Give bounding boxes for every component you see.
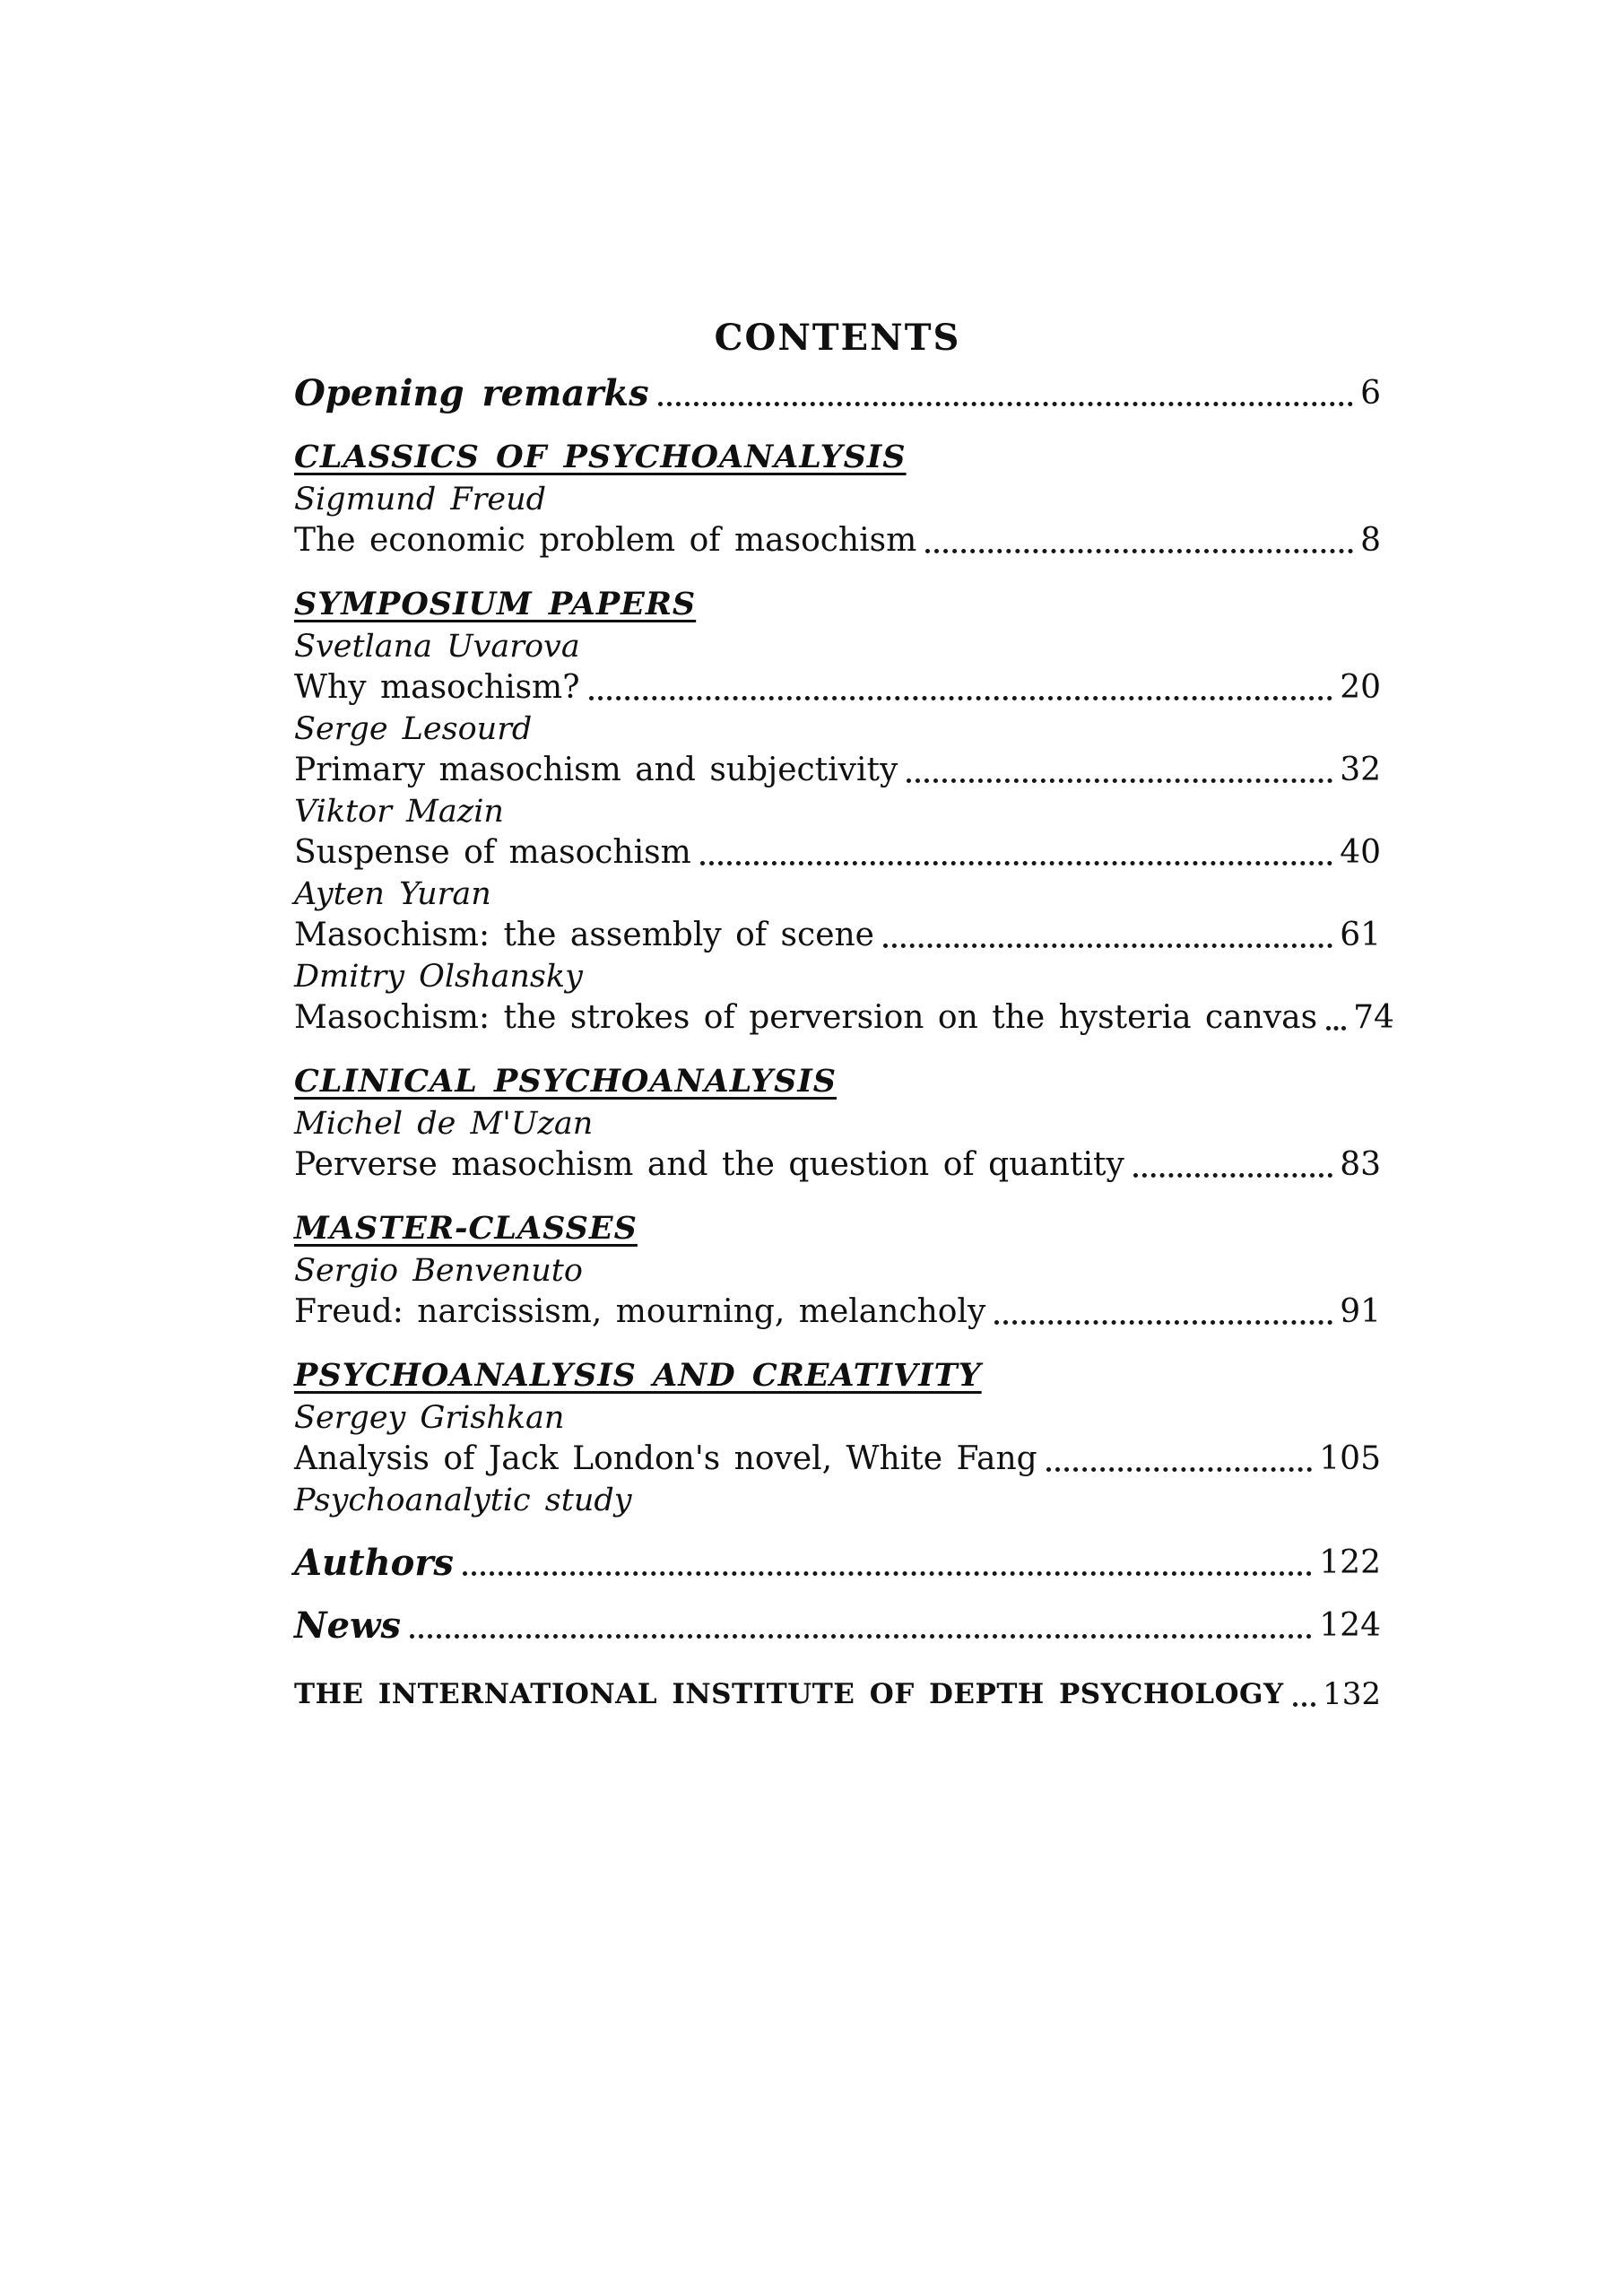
dot-leader (1133, 1173, 1332, 1178)
section-symposium-papers (294, 585, 1394, 1039)
dot-leader (589, 696, 1333, 700)
toc-entry (294, 832, 1381, 874)
page-number: 91 (1340, 1293, 1381, 1330)
table-of-contents (294, 316, 1394, 1715)
dot-leader (1046, 1467, 1313, 1472)
toc-entry (294, 1439, 1381, 1480)
entry-title: Analysis of Jack London's novel, White Fang (294, 1440, 1037, 1477)
entry-title: The economic problem of masochism (294, 522, 917, 559)
toc-entry (294, 667, 1381, 709)
section-header: SYMPOSIUM PAPERS (294, 586, 697, 622)
author-name: Michel de M'Uzan (294, 1106, 594, 1142)
toc-entry (294, 520, 1381, 561)
toc-entry (294, 915, 1381, 956)
dot-leader (658, 402, 1354, 406)
dot-leader (883, 944, 1332, 948)
page-number: 6 (1360, 375, 1381, 412)
entry-subtitle: Psychoanalytic study (294, 1483, 632, 1518)
page-number: 20 (1340, 669, 1381, 706)
entry-title: Perverse masochism and the question of quantity (294, 1146, 1124, 1183)
author-name: Sergey Grishkan (294, 1400, 565, 1436)
dot-leader (907, 778, 1332, 783)
entry-title: Primary masochism and subjectivity (294, 752, 898, 788)
dot-leader (700, 861, 1332, 865)
toc-entry (294, 750, 1381, 791)
entry-title: Masochism: the assembly of scene (294, 917, 874, 953)
toc-entry-authors (294, 1543, 1381, 1584)
author-name: Viktor Mazin (294, 794, 504, 830)
author-name: Svetlana Uvarova (294, 629, 580, 665)
toc-entry (294, 1144, 1381, 1186)
author-name: Sigmund Freud (294, 482, 547, 517)
page-number: 61 (1340, 917, 1381, 953)
entry-title: Suspense of masochism (294, 834, 691, 871)
page-number: 105 (1319, 1440, 1381, 1477)
page-number: 8 (1360, 522, 1381, 559)
section-psychoanalysis-and-creativity (294, 1356, 1381, 1521)
toc-entry-institute (294, 1674, 1381, 1715)
entry-title: Masochism: the strokes of perversion on the hysteria canvas (294, 999, 1318, 1036)
dot-leader (1326, 1026, 1346, 1031)
page-number: 132 (1323, 1676, 1381, 1712)
entry-label: Authors (294, 1542, 454, 1584)
entry-title: Freud: narcissism, mourning, melancholy (294, 1293, 986, 1330)
section-classics-of-psychoanalysis (294, 438, 1381, 561)
dot-leader (925, 549, 1353, 553)
author-name: Serge Lesourd (294, 711, 533, 747)
toc-entry (294, 997, 1394, 1039)
entry-title: Why masochism? (294, 669, 580, 706)
section-header: CLASSICS OF PSYCHOANALYSIS (294, 439, 907, 475)
page-number: 124 (1319, 1607, 1381, 1644)
toc-entry-news (294, 1605, 1381, 1647)
author-name: Ayten Yuran (294, 876, 491, 912)
page-number: 74 (1353, 999, 1394, 1036)
dot-leader (463, 1571, 1312, 1576)
dot-leader (1293, 1702, 1315, 1707)
entry-label: THE INTERNATIONAL INSTITUTE OF DEPTH PSYCHOLOGY (294, 1678, 1284, 1710)
page-number: 40 (1340, 834, 1381, 871)
page-number: 122 (1319, 1544, 1381, 1581)
section-header: MASTER-CLASSES (294, 1210, 638, 1247)
entry-label: Opening remarks (294, 372, 649, 414)
entry-label: News (294, 1605, 401, 1647)
section-header: CLINICAL PSYCHOANALYSIS (294, 1063, 837, 1100)
section-master-classes (294, 1209, 1381, 1333)
section-clinical-psychoanalysis (294, 1062, 1381, 1186)
page-title: CONTENTS (714, 317, 961, 359)
toc-entry-opening-remarks (294, 373, 1381, 414)
dot-leader (994, 1320, 1332, 1325)
section-header: PSYCHOANALYSIS AND CREATIVITY (294, 1357, 982, 1394)
dot-leader (410, 1634, 1312, 1639)
toc-entry (294, 1292, 1381, 1333)
page-number: 83 (1340, 1146, 1381, 1183)
page-number: 32 (1340, 752, 1381, 788)
author-name: Sergio Benvenuto (294, 1253, 583, 1289)
author-name: Dmitry Olshansky (294, 959, 583, 995)
